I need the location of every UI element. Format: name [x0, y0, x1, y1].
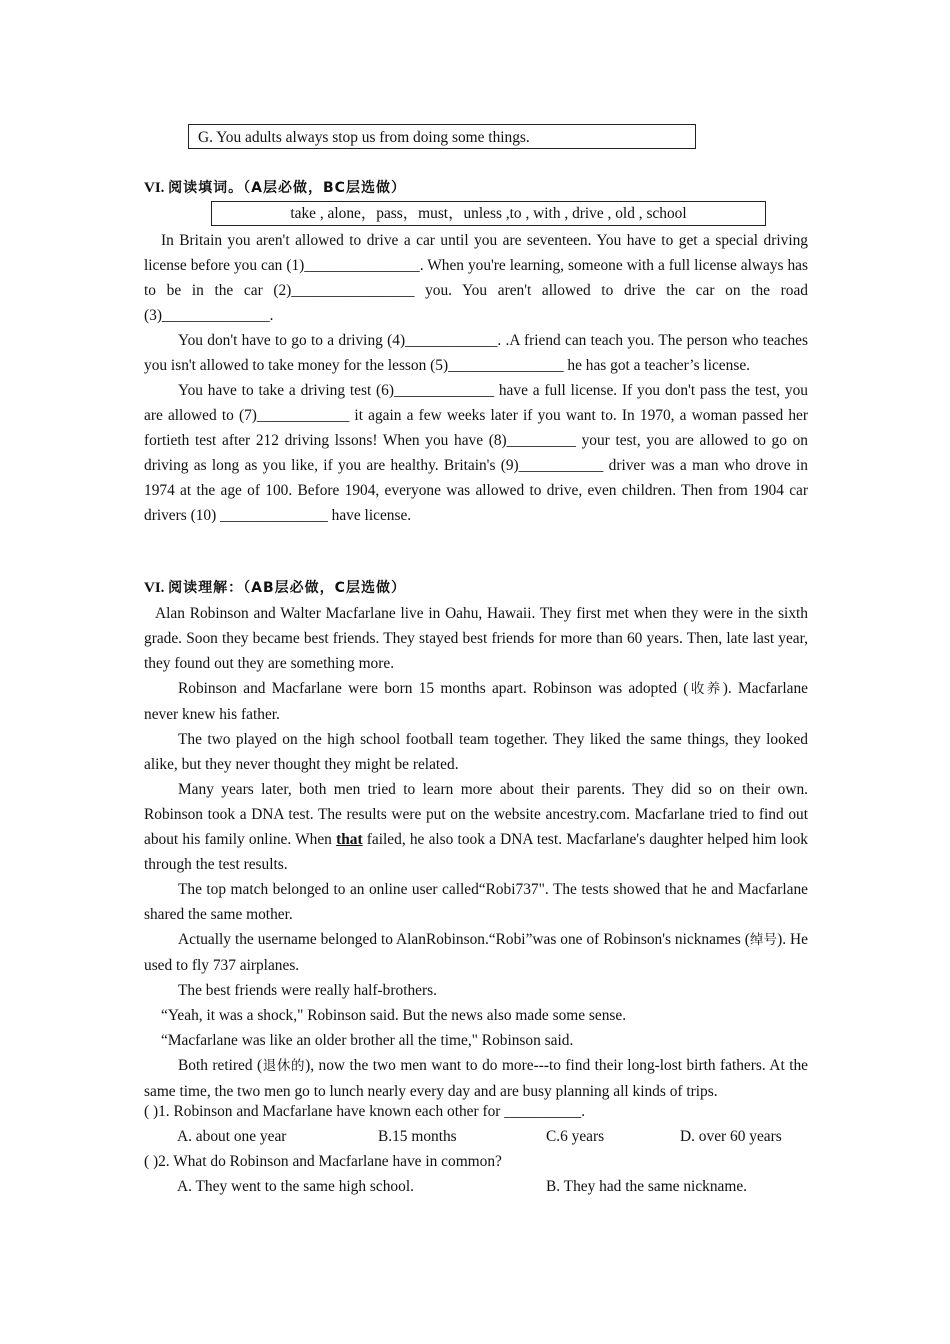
option-g-box: G. You adults always stop us from doing some things. [188, 124, 696, 149]
underlined-word-that: that [336, 831, 363, 848]
question-1-option-b: B.15 months [378, 1128, 457, 1145]
reading-heading: VI. 阅读理解：（AB层必做，C层选做） [144, 580, 406, 596]
question-2-option-a: A. They went to the same high school. [177, 1178, 414, 1195]
question-1-option-d: D. over 60 years [680, 1128, 782, 1145]
reading-paragraph-1: Alan Robinson and Walter Macfarlane live in Oahu, Hawaii. They first met when they were in the sixth grade. Soon they became best friends. They stayed best friends for more than 60 years. Then, late last year, they found out they are something more. [144, 605, 808, 672]
question-2-stem: ( )2. What do Robinson and Macfarlane have in common? [144, 1153, 502, 1170]
cloze-passage [144, 228, 808, 528]
reading-paragraph-9: “Macfarlane was like an older brother all the time," Robinson said. [161, 1032, 574, 1049]
word-bank-box: take , alone，pass，must，unless ,to , with , drive , old , school [211, 201, 766, 226]
cloze-paragraph-1: In Britain you aren't allowed to drive a car until you are seventeen. You have to get a special driving license before you can (1)_______________. When you're learning, someone with a full license always has to be in the car (2)________________ you. You aren't allowed to drive the car on the road (3)______________. [144, 232, 808, 324]
reading-paragraph-5: The top match belonged to an online user called“Robi737". The tests showed that he and Macfarlane shared the same mother. [144, 881, 808, 923]
reading-paragraph-4: Many years later, both men tried to learn more about their parents. They did so on their own. Robinson took a DNA test. The results were put on the website ancestry.com. Macfarlane tried to find out about his family online. When that failed, he also took a DNA test. Macfarlane's daughter helped him look through the test results. [144, 781, 808, 873]
cloze-paragraph-3: You have to take a driving test (6)_____________ have a full license. If you don't pass the test, you are allowed to (7)____________ it again a few weeks later if you want to. In 1970, a woman passed her fortieth test after 212 driving lssons! When you have (8)_________ your test, you are allowed to go on driving as long as you like, if you are healthy. Britain's (9)___________ driver was a man who drove in 1974 at the age of 100. Before 1904, everyone was allowed to drive, even children. Then from 1904 car drivers (10) ______________ have license. [144, 382, 808, 524]
question-1-stem: ( )1. Robinson and Macfarlane have known each other for __________. [144, 1103, 586, 1120]
reading-paragraph-10: Both retired (退休的), now the two men want to do more---to find their long-lost birth fathers. At the same time, the two men go to lunch nearly every day and are busy planning all kinds of trips. [144, 1057, 808, 1100]
question-2-option-b: B. They had the same nickname. [546, 1178, 748, 1195]
reading-paragraph-2: Robinson and Macfarlane were born 15 months apart. Robinson was adopted (收养). Macfarlane never knew his father. [144, 680, 809, 723]
cloze-heading: VI. 阅读填词。（A层必做，BC层选做） [144, 180, 406, 196]
reading-paragraph-3: The two played on the high school football team together. They liked the same things, they looked alike, but they never thought they might be related. [144, 731, 808, 773]
reading-paragraph-6: Actually the username belonged to AlanRobinson.“Robi”was one of Robinson's nicknames (绰号). He used to fly 737 airplanes. [144, 931, 808, 974]
reading-paragraph-8: “Yeah, it was a shock," Robinson said. But the news also made some sense. [161, 1007, 627, 1024]
reading-passage [144, 601, 808, 1104]
cloze-paragraph-2: You don't have to go to a driving (4)____________. .A friend can teach you. The person who teaches you isn't allowed to take money for the lesson (5)_______________ he has got a teacher’s license. [144, 332, 808, 374]
question-1-option-c: C.6 years [546, 1128, 605, 1145]
question-1-option-a: A. about one year [177, 1128, 287, 1145]
reading-paragraph-7: The best friends were really half-brothers. [178, 982, 437, 999]
